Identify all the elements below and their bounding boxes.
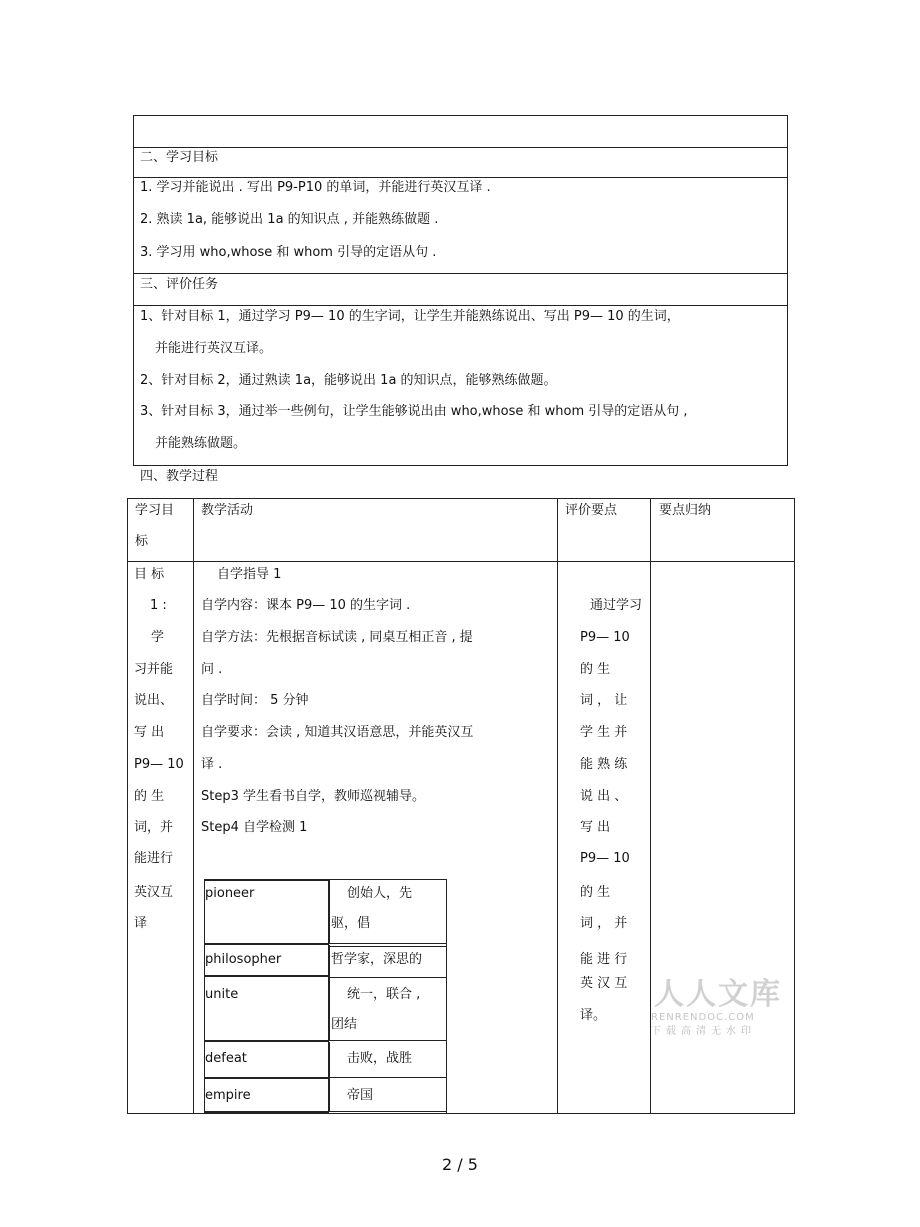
eval-line: P9— 10 <box>580 630 630 645</box>
section2-title: 二、学习目标 <box>140 150 219 165</box>
task-2: 2、针对目标 2，通过熟读 1a，能够说出 1a 的知识点，能够熟练做题。 <box>140 373 557 388</box>
goal-col-line: 学 <box>151 630 165 645</box>
eval-line: 学 生 并 <box>580 725 628 740</box>
vocab-word: pioneer <box>205 886 255 901</box>
vocab-word: philosopher <box>205 952 282 967</box>
task-3-line2: 并能熟练做题。 <box>155 436 247 451</box>
eval-line: 的 生 <box>580 885 611 900</box>
goal-3: 3. 学习用 who,whose 和 whom 引导的定语从句 . <box>140 245 437 260</box>
eval-line: 能 熟 练 <box>580 757 628 772</box>
header-activity: 教学活动 <box>201 503 254 518</box>
vocab-meaning: 驱，倡 <box>331 916 371 931</box>
eval-line: P9— 10 <box>580 851 630 866</box>
goal-col-line: 能进行 <box>134 851 174 866</box>
goal-col-line: 说出、 <box>134 693 174 708</box>
header-evaluation: 评价要点 <box>565 503 618 518</box>
eval-line: 能 进 行 <box>580 952 628 967</box>
goal-col-line: 英汉互 <box>134 885 174 900</box>
vocab-meaning: 统一，联合 , <box>347 987 421 1002</box>
goal-col-line: 习并能 <box>134 662 174 677</box>
vocab-word: empire <box>205 1088 251 1103</box>
section3-title: 三、评价任务 <box>140 277 219 292</box>
eval-line: 译。 <box>580 1008 607 1023</box>
vocab-meaning: 帝国 <box>347 1088 374 1103</box>
goal-col-line: 写 出 <box>134 725 165 740</box>
vocab-word: defeat <box>205 1051 247 1066</box>
vocab-meaning: 团结 <box>331 1017 358 1032</box>
eval-line: 说 出 、 <box>580 789 628 804</box>
watermark-url: RENRENDOC.COM <box>651 1012 755 1023</box>
task-1-line1: 1、针对目标 1，通过学习 P9— 10 的生字词，让学生并能熟练说出、写出 P9— 10 的生词， <box>140 309 680 324</box>
goal-col-line: 词，并 <box>134 820 174 835</box>
eval-line: 英 汉 互 <box>580 976 628 991</box>
goal-col-line: 译 <box>134 916 148 931</box>
task-1-line2: 并能进行英汉互译。 <box>155 341 273 356</box>
activity-heading: 自学指导 1 <box>217 567 282 582</box>
vocab-meaning: 哲学家，深思的 <box>331 952 423 967</box>
activity-line: 译 . <box>201 757 223 772</box>
page-number: 2 / 5 <box>442 1155 478 1174</box>
activity-line: 自学要求：会读 , 知道其汉语意思，并能英汉互 <box>201 725 474 740</box>
eval-line: 写 出 <box>580 820 611 835</box>
header-goal-line1: 学习目 <box>135 503 175 518</box>
header-goal-line2: 标 <box>135 534 149 549</box>
vocab-meaning: 击败，战胜 <box>347 1051 413 1066</box>
goal-col-line: 的 生 <box>134 789 165 804</box>
goal-2: 2. 熟读 1a, 能够说出 1a 的知识点 , 并能熟练做题 . <box>140 212 439 227</box>
eval-line: 的 生 <box>580 662 611 677</box>
activity-line: 问 . <box>201 662 223 677</box>
activity-line: 自学方法：先根据音标试读 , 同桌互相正音 , 提 <box>201 630 473 645</box>
vocab-word: unite <box>205 987 239 1002</box>
eval-line: 通过学习 <box>590 598 643 613</box>
watermark-logo: 人人文库 <box>654 977 782 1012</box>
section4-title: 四、教学过程 <box>140 469 219 484</box>
goal-col-line: P9— 10 <box>134 757 184 772</box>
eval-line: 词 ， 并 <box>580 916 628 931</box>
goal-1: 1. 学习并能说出 . 写出 P9-P10 的单词，并能进行英汉互译 . <box>140 180 491 195</box>
activity-line: 自学时间： 5 分钟 <box>201 693 309 708</box>
header-summary: 要点归纳 <box>659 503 712 518</box>
goal-col-line: 目 标 <box>134 567 165 582</box>
goal-col-line: 1 : <box>150 598 167 613</box>
eval-line: 词 ， 让 <box>580 693 628 708</box>
vocab-meaning: 创始人，先 <box>347 886 413 901</box>
task-3-line1: 3、针对目标 3，通过举一些例句，让学生能够说出由 who,whose 和 whom 引导的定语从句 , <box>140 404 688 419</box>
activity-line: Step3 学生看书自学，教师巡视辅导。 <box>201 789 426 804</box>
activity-line: Step4 自学检测 1 <box>201 820 308 835</box>
watermark-tagline: 下载高清无水印 <box>651 1026 756 1037</box>
activity-line: 自学内容：课本 P9— 10 的生字词 . <box>201 598 411 613</box>
